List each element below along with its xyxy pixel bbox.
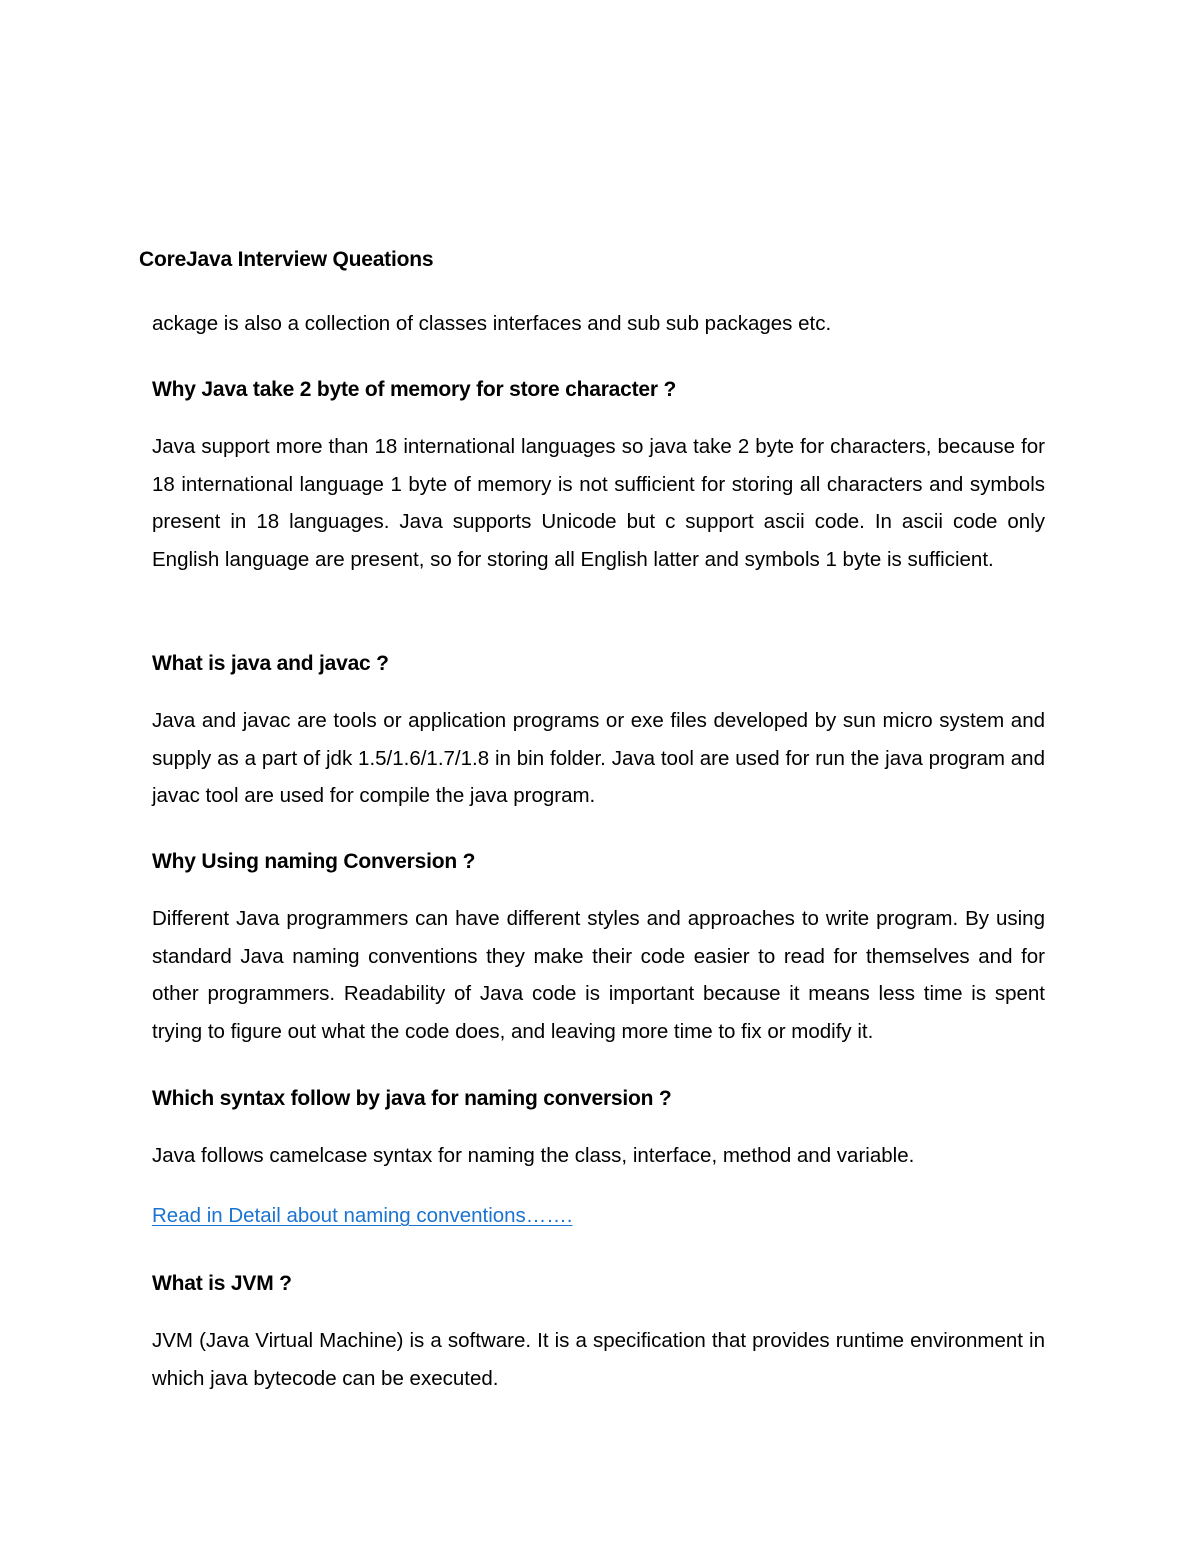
question-naming-syntax: Which syntax follow by java for naming conversion ? — [152, 1087, 672, 1110]
question-jvm: What is JVM ? — [152, 1272, 292, 1295]
answer-naming-conversion: Different Java programmers can have different styles and approaches to write program. By using standard Java naming conventions they make their code easier to read for themselves and for other programmers. Readability of Java code is important because it means less time is spent trying to figure out what the code does, and leaving more time to fix or modify it. — [152, 907, 1045, 1043]
naming-conventions-link[interactable]: Read in Detail about naming conventions……. — [152, 1204, 573, 1227]
question-java-javac: What is java and javac ? — [152, 652, 389, 675]
page-title: CoreJava Interview Queations — [139, 248, 434, 271]
intro-paragraph: ackage is also a collection of classes interfaces and sub sub packages etc. — [152, 312, 832, 335]
answer-jvm: JVM (Java Virtual Machine) is a software. It is a specification that provides runtime environment in which java bytecode can be executed. — [152, 1329, 1045, 1390]
answer-memory-character: Java support more than 18 international languages so java take 2 byte for characters, because for 18 international language 1 byte of memory is not sufficient for storing all characters and symbols present in 18 languages. Java supports Unicode but c support ascii code. In ascii code only English language are present, so for storing all English latter and symbols 1 byte is sufficient. — [152, 435, 1045, 571]
answer-java-javac: Java and javac are tools or application programs or exe files developed by sun micro system and supply as a part of jdk 1.5/1.6/1.7/1.8 in bin folder. Java tool are used for run the java program and javac tool are used for compile the java program. — [152, 709, 1045, 807]
question-memory-character: Why Java take 2 byte of memory for store character ? — [152, 378, 677, 401]
question-naming-conversion: Why Using naming Conversion ? — [152, 850, 476, 873]
answer-naming-syntax: Java follows camelcase syntax for naming the class, interface, method and variable. — [152, 1144, 915, 1167]
naming-conventions-link-row — [152, 1197, 1045, 1235]
